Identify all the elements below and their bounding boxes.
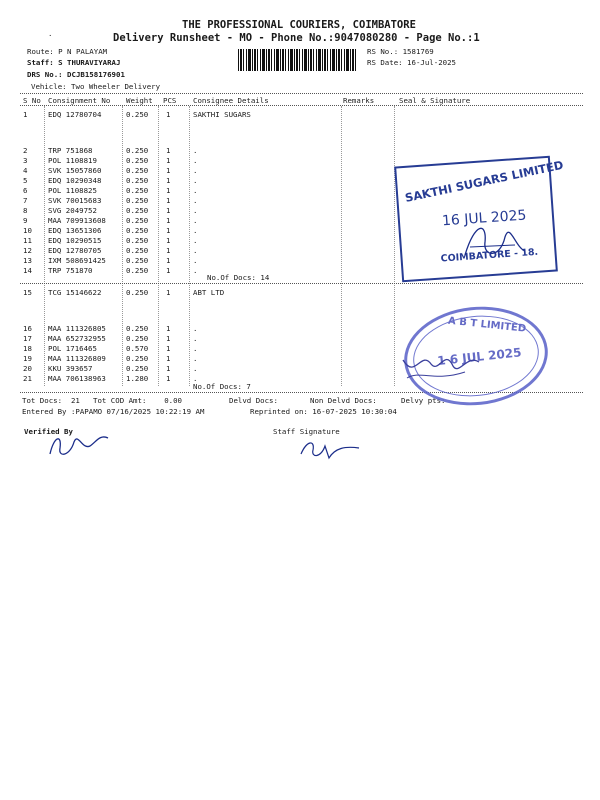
row-sno: 4: [23, 166, 28, 175]
row-consignment-no: KKU 393657: [48, 364, 93, 373]
row-consignee: .: [193, 186, 198, 195]
row-weight: 1.280: [126, 374, 149, 383]
row-consignee: .: [193, 334, 198, 343]
row-pcs: 1: [166, 354, 171, 363]
entered-by: Entered By :PAPAMO 07/16/2025 10:22:19 AM: [22, 407, 205, 416]
row-consignment-no: EDQ 13651306: [48, 226, 102, 235]
row-consignment-no: POL 1108825: [48, 186, 97, 195]
row-consignee: SAKTHI SUGARS: [193, 110, 251, 119]
row-consignment-no: TRP 751870: [48, 266, 93, 275]
row-pcs: 1: [166, 156, 171, 165]
row-consignee: .: [193, 246, 198, 255]
row-consignee: ABT LTD: [193, 288, 225, 297]
column-header-consignee: Consignee Details: [193, 96, 269, 105]
row-pcs: 1: [166, 364, 171, 373]
row-consignment-no: SVK 15057860: [48, 166, 102, 175]
row-pcs: 1: [166, 374, 171, 383]
row-sno: 13: [23, 256, 32, 265]
row-consignee: .: [193, 146, 198, 155]
row-consignment-no: IXM 508691425: [48, 256, 106, 265]
row-weight: 0.250: [126, 266, 149, 275]
row-sno: 7: [23, 196, 28, 205]
stamp-date: 1 6 JUL 2025: [436, 345, 523, 369]
stamp-city: COIMBATORE - 18.: [440, 246, 539, 265]
row-pcs: 1: [166, 288, 171, 297]
verified-by-label: Verified By: [24, 427, 73, 436]
row-sno: 10: [23, 226, 32, 235]
column-header-weight: Weight: [126, 96, 153, 105]
delivery-points: Delvy pts:: [401, 396, 446, 405]
row-weight: 0.250: [126, 176, 149, 185]
row-consignment-no: MAA 709913608: [48, 216, 106, 225]
row-pcs: 1: [166, 344, 171, 353]
receiver-signature-1: [455, 217, 535, 267]
group-total-1: No.Of Docs: 14: [207, 273, 270, 282]
row-consignee: .: [193, 156, 198, 165]
row-consignee: .: [193, 266, 198, 275]
row-consignment-no: EDQ 10290515: [48, 236, 102, 245]
staff-signature-label: Staff Signature: [273, 427, 340, 436]
row-weight: 0.250: [126, 364, 149, 373]
row-sno: 1: [23, 110, 28, 119]
row-weight: 0.250: [126, 324, 149, 333]
row-consignment-no: MAA 652732955: [48, 334, 106, 343]
row-consignee: .: [193, 364, 198, 373]
row-consignee: .: [193, 176, 198, 185]
row-sno: 17: [23, 334, 32, 343]
row-sno: 21: [23, 374, 32, 383]
row-consignment-no: EDQ 12780704: [48, 110, 102, 119]
header-mark: .: [48, 29, 53, 38]
row-sno: 5: [23, 176, 28, 185]
stamp-title: A B T LIMITED: [447, 315, 527, 335]
row-consignee: .: [193, 354, 198, 363]
row-consignee: .: [193, 374, 198, 383]
row-weight: 0.250: [126, 246, 149, 255]
row-consignment-no: EDQ 12780705: [48, 246, 102, 255]
row-consignee: .: [193, 196, 198, 205]
delivered-docs: Delvd Docs:: [229, 396, 278, 405]
staff-signature: [295, 436, 365, 462]
row-consignee: .: [193, 324, 198, 333]
column-header-sno: S No: [23, 96, 41, 105]
total-cod: Tot COD Amt: 0.00: [93, 396, 182, 405]
row-weight: 0.250: [126, 288, 149, 297]
row-pcs: 1: [166, 166, 171, 175]
column-header-remarks: Remarks: [343, 96, 375, 105]
vehicle: Vehicle: Two Wheeler Delivery: [31, 82, 161, 91]
row-consignment-no: MAA 111326805: [48, 324, 106, 333]
row-consignment-no: POL 1108819: [48, 156, 97, 165]
page-title: THE PROFESSIONAL COURIERS, COIMBATORE: [182, 19, 416, 31]
row-pcs: 1: [166, 324, 171, 333]
row-sno: 16: [23, 324, 32, 333]
row-consignee: .: [193, 206, 198, 215]
row-weight: 0.250: [126, 226, 149, 235]
row-sno: 19: [23, 354, 32, 363]
row-consignment-no: SVG 2049752: [48, 206, 97, 215]
barcode: [238, 49, 358, 71]
row-pcs: 1: [166, 196, 171, 205]
row-pcs: 1: [166, 226, 171, 235]
page-subtitle: Delivery Runsheet - MO - Phone No.:9047080280 - Page No.:1: [113, 32, 480, 44]
row-consignment-no: MAA 706138963: [48, 374, 106, 383]
row-weight: 0.250: [126, 186, 149, 195]
row-pcs: 1: [166, 206, 171, 215]
row-weight: 0.250: [126, 110, 149, 119]
row-sno: 12: [23, 246, 32, 255]
row-weight: 0.250: [126, 206, 149, 215]
row-consignee: .: [193, 166, 198, 175]
stamp-date: 16 JUL 2025: [441, 207, 527, 230]
row-consignment-no: MAA 111326809: [48, 354, 106, 363]
receiver-signature-2: [395, 340, 485, 390]
row-weight: 0.250: [126, 166, 149, 175]
row-weight: 0.570: [126, 344, 149, 353]
rs-number: RS No.: 1581769: [367, 47, 434, 56]
row-weight: 0.250: [126, 216, 149, 225]
row-pcs: 1: [166, 236, 171, 245]
row-weight: 0.250: [126, 236, 149, 245]
row-consignment-no: TCG 15146622: [48, 288, 102, 297]
row-pcs: 1: [166, 266, 171, 275]
verified-by-signature: [44, 424, 114, 460]
row-consignment-no: EDQ 10290348: [48, 176, 102, 185]
stamp-title: SAKTHI SUGARS LIMITED: [403, 157, 565, 205]
row-weight: 0.250: [126, 256, 149, 265]
row-sno: 11: [23, 236, 32, 245]
rs-date: RS Date: 16-Jul-2025: [367, 58, 456, 67]
row-pcs: 1: [166, 246, 171, 255]
row-sno: 2: [23, 146, 28, 155]
staff: Staff: S THURAVIYARAJ: [27, 58, 121, 67]
row-consignee: .: [193, 236, 198, 245]
row-consignment-no: SVK 70015683: [48, 196, 102, 205]
non-delivered-docs: Non Delvd Docs:: [310, 396, 377, 405]
row-sno: 15: [23, 288, 32, 297]
row-sno: 3: [23, 156, 28, 165]
column-header-seal: Seal & Signature: [399, 96, 471, 105]
row-pcs: 1: [166, 176, 171, 185]
row-consignee: .: [193, 216, 198, 225]
row-consignee: .: [193, 226, 198, 235]
route: Route: P N PALAYAM: [27, 47, 108, 56]
row-consignee: .: [193, 344, 198, 353]
row-pcs: 1: [166, 146, 171, 155]
row-consignment-no: POL 1716465: [48, 344, 97, 353]
total-docs: Tot Docs: 21: [22, 396, 80, 405]
row-pcs: 1: [166, 256, 171, 265]
row-sno: 18: [23, 344, 32, 353]
row-consignment-no: TRP 751868: [48, 146, 93, 155]
row-consignee: .: [193, 256, 198, 265]
row-weight: 0.250: [126, 334, 149, 343]
column-header-pcs: PCS: [163, 96, 177, 105]
reprinted-on: Reprinted on: 16-07-2025 10:30:04: [250, 407, 397, 416]
column-header-consignment: Consignment No: [48, 96, 111, 105]
drs-number: DRS No.: DCJB158176901: [27, 70, 125, 79]
row-weight: 0.250: [126, 156, 149, 165]
row-weight: 0.250: [126, 196, 149, 205]
row-pcs: 1: [166, 216, 171, 225]
row-pcs: 1: [166, 186, 171, 195]
row-sno: 6: [23, 186, 28, 195]
row-sno: 8: [23, 206, 28, 215]
row-sno: 20: [23, 364, 32, 373]
row-sno: 9: [23, 216, 28, 225]
row-weight: 0.250: [126, 354, 149, 363]
row-pcs: 1: [166, 110, 171, 119]
row-sno: 14: [23, 266, 32, 275]
group-total-2: No.Of Docs: 7: [193, 382, 251, 391]
row-pcs: 1: [166, 334, 171, 343]
row-weight: 0.250: [126, 146, 149, 155]
